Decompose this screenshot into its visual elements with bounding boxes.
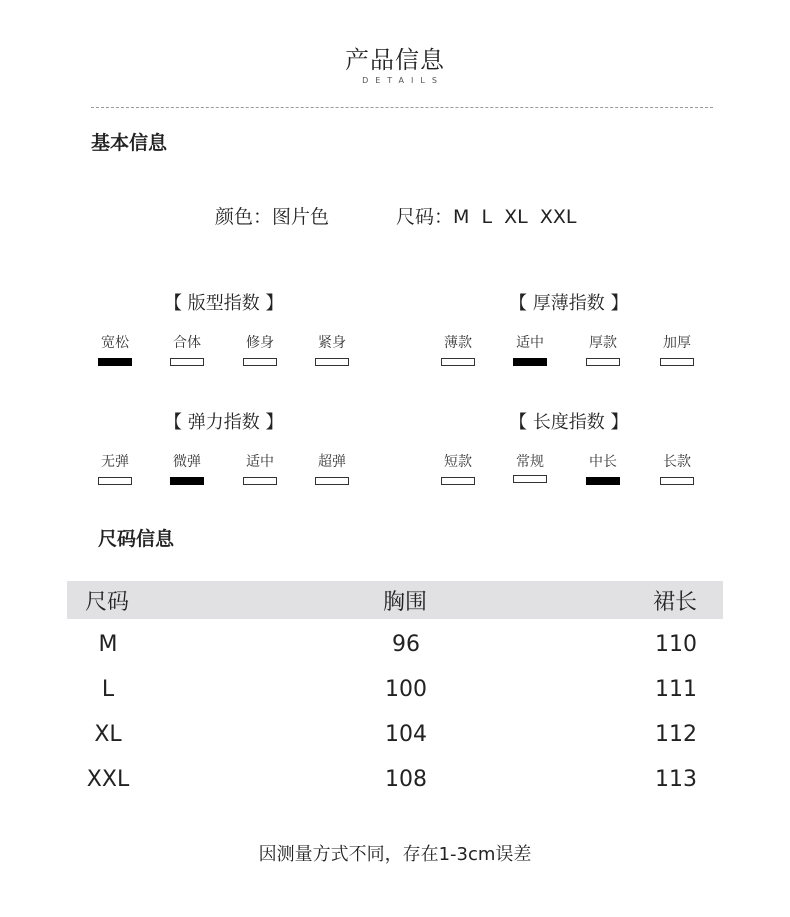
length-index-title: 【 长度指数 】 xyxy=(509,412,629,433)
option-indicator xyxy=(315,358,349,366)
option-label: 适中 xyxy=(516,335,544,351)
fit-index-title: 【 版型指数 】 xyxy=(164,293,284,314)
option-indicator xyxy=(513,475,547,483)
table-cell-length: 110 xyxy=(655,632,697,657)
option-indicator xyxy=(315,477,349,485)
dashed-divider xyxy=(91,107,713,108)
option-indicator xyxy=(660,358,694,366)
option-indicator xyxy=(441,358,475,366)
option-indicator-selected xyxy=(586,477,620,485)
option-label: 微弹 xyxy=(173,454,201,470)
thickness-option-thick xyxy=(583,334,623,366)
option-label: 修身 xyxy=(246,335,274,351)
length-option-midi xyxy=(583,453,623,485)
elasticity-option-none xyxy=(95,453,135,485)
thickness-index-title: 【 厚薄指数 】 xyxy=(509,293,629,314)
option-label: 紧身 xyxy=(318,335,346,351)
elasticity-option-medium xyxy=(240,453,280,485)
table-cell-size: M xyxy=(98,632,118,657)
table-cell-length: 111 xyxy=(655,677,697,702)
length-option-short xyxy=(438,453,478,485)
option-label: 短款 xyxy=(444,454,472,470)
option-indicator xyxy=(243,477,277,485)
option-label: 中长 xyxy=(589,454,617,470)
option-indicator xyxy=(170,358,204,366)
page-title: 产品信息 xyxy=(345,46,445,74)
page-subtitle: DETAILS xyxy=(362,76,444,85)
table-cell-chest: 100 xyxy=(385,677,427,702)
option-label: 宽松 xyxy=(101,335,129,351)
option-label: 合体 xyxy=(173,335,201,351)
option-label: 加厚 xyxy=(663,335,691,351)
fit-option-loose xyxy=(95,334,135,366)
option-indicator xyxy=(243,358,277,366)
option-label: 超弹 xyxy=(318,454,346,470)
size-info: 尺码：M L XL XXL xyxy=(396,206,577,228)
basic-info-heading: 基本信息 xyxy=(91,132,168,154)
option-indicator-selected xyxy=(98,358,132,366)
option-indicator xyxy=(98,477,132,485)
table-cell-length: 112 xyxy=(655,722,697,747)
column-header-length: 裙长 xyxy=(653,590,698,615)
table-cell-chest: 104 xyxy=(385,722,427,747)
thickness-option-thin xyxy=(438,334,478,366)
color-info: 颜色：图片色 xyxy=(215,206,330,228)
option-indicator-selected xyxy=(513,358,547,366)
option-indicator xyxy=(441,477,475,485)
size-info-heading: 尺码信息 xyxy=(98,528,175,550)
length-option-regular xyxy=(510,453,550,483)
fit-option-regular xyxy=(167,334,207,366)
option-label: 厚款 xyxy=(589,335,617,351)
length-option-long xyxy=(657,453,697,485)
elasticity-option-slight xyxy=(167,453,207,485)
measurement-note: 因测量方式不同，存在1-3cm误差 xyxy=(258,844,532,865)
table-cell-size: L xyxy=(101,677,115,702)
thickness-option-extra-thick xyxy=(657,334,697,366)
option-indicator-selected xyxy=(170,477,204,485)
column-header-chest: 胸围 xyxy=(383,590,428,615)
option-label: 适中 xyxy=(246,454,274,470)
fit-option-slim xyxy=(240,334,280,366)
table-cell-chest: 108 xyxy=(385,767,427,792)
elasticity-option-high xyxy=(312,453,352,485)
option-indicator xyxy=(586,358,620,366)
option-label: 常规 xyxy=(516,454,544,470)
table-cell-size: XXL xyxy=(86,767,130,792)
table-cell-size: XL xyxy=(94,722,122,747)
fit-option-tight xyxy=(312,334,352,366)
option-label: 长款 xyxy=(663,454,691,470)
table-cell-chest: 96 xyxy=(392,632,420,657)
option-label: 薄款 xyxy=(444,335,472,351)
option-indicator xyxy=(660,477,694,485)
table-cell-length: 113 xyxy=(655,767,697,792)
option-label: 无弹 xyxy=(101,454,129,470)
column-header-size: 尺码 xyxy=(85,590,130,615)
thickness-option-medium xyxy=(510,334,550,366)
elasticity-index-title: 【 弹力指数 】 xyxy=(164,412,284,433)
